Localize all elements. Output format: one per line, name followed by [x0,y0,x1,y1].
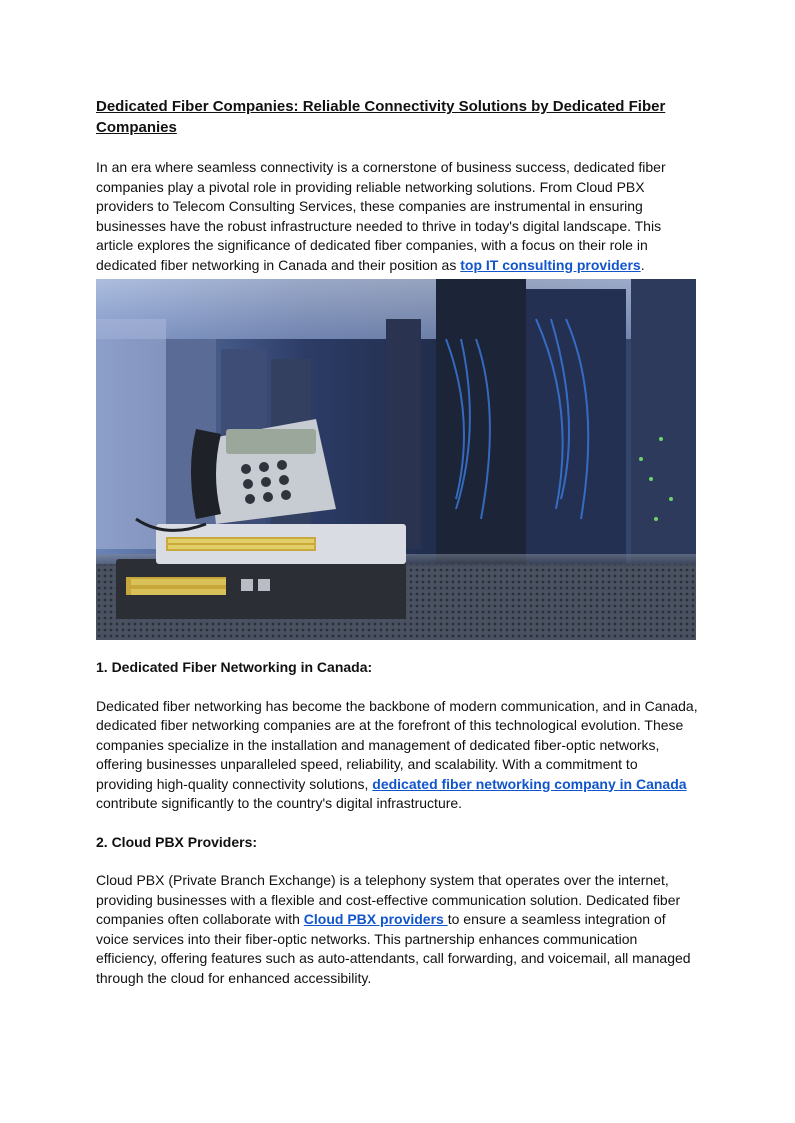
section2-text-end: to ensure a seamless integration of voice services into their fiber-optic networks. This partnership enhances communication efficiency, offering features such as auto-attendants, call forwarding, and voicemail, all managed through the cloud for enhanced accessibility. [96,911,691,986]
section1-text: Dedicated fiber networking has become the backbone of modern communication, and in Canada, dedicated fiber networking companies are at the forefront of this technological evolution. These companies specialize in the installation and management of dedicated fiber-optic networks, offering businesses unparalleled speed, reliability, and scalability. With a commitment to providing high-quality connectivity solutions, [96,697,698,792]
intro-text-end: . [640,256,645,273]
document-page [96,96,698,988]
photo-illustration [96,279,696,640]
section2-text: Cloud PBX (Private Branch Exchange) is a telephony system that operates over the internet, providing businesses with a flexible and cost-effective communication solution. Dedicated fiber companies often collaborate with [96,872,681,927]
section2-paragraph [96,871,698,988]
section1-heading: 1. Dedicated Fiber Networking in Canada: [96,659,373,675]
top-it-consulting-link[interactable]: top IT consulting providers [460,256,641,273]
intro-text: In an era where seamless connectivity is a cornerstone of business success, dedicated fiber companies play a pivotal role in providing reliable networking solutions. From Cloud PBX providers to Telecom Consulting Services, these companies are instrumental in ensuring businesses have the robust infrastructure needed to thrive in today's digital landscape. This article explores the significance of dedicated fiber companies, with a focus on their role in dedicated fiber networking in Canada and their position as [96,159,666,273]
cloud-pbx-providers-link[interactable]: Cloud PBX providers [303,911,448,927]
section1-text-end: contribute significantly to the country's digital infrastructure. [96,795,463,811]
section1-paragraph [96,697,698,814]
office-phone-network-photo [96,279,696,640]
intro-paragraph [96,158,698,275]
dedicated-fiber-networking-link[interactable]: dedicated fiber networking company in Canada [372,775,687,792]
section2-heading: 2. Cloud PBX Providers: [96,833,258,850]
page-title: Dedicated Fiber Companies: Reliable Connectivity Solutions by Dedicated Fiber Companies [96,98,666,136]
